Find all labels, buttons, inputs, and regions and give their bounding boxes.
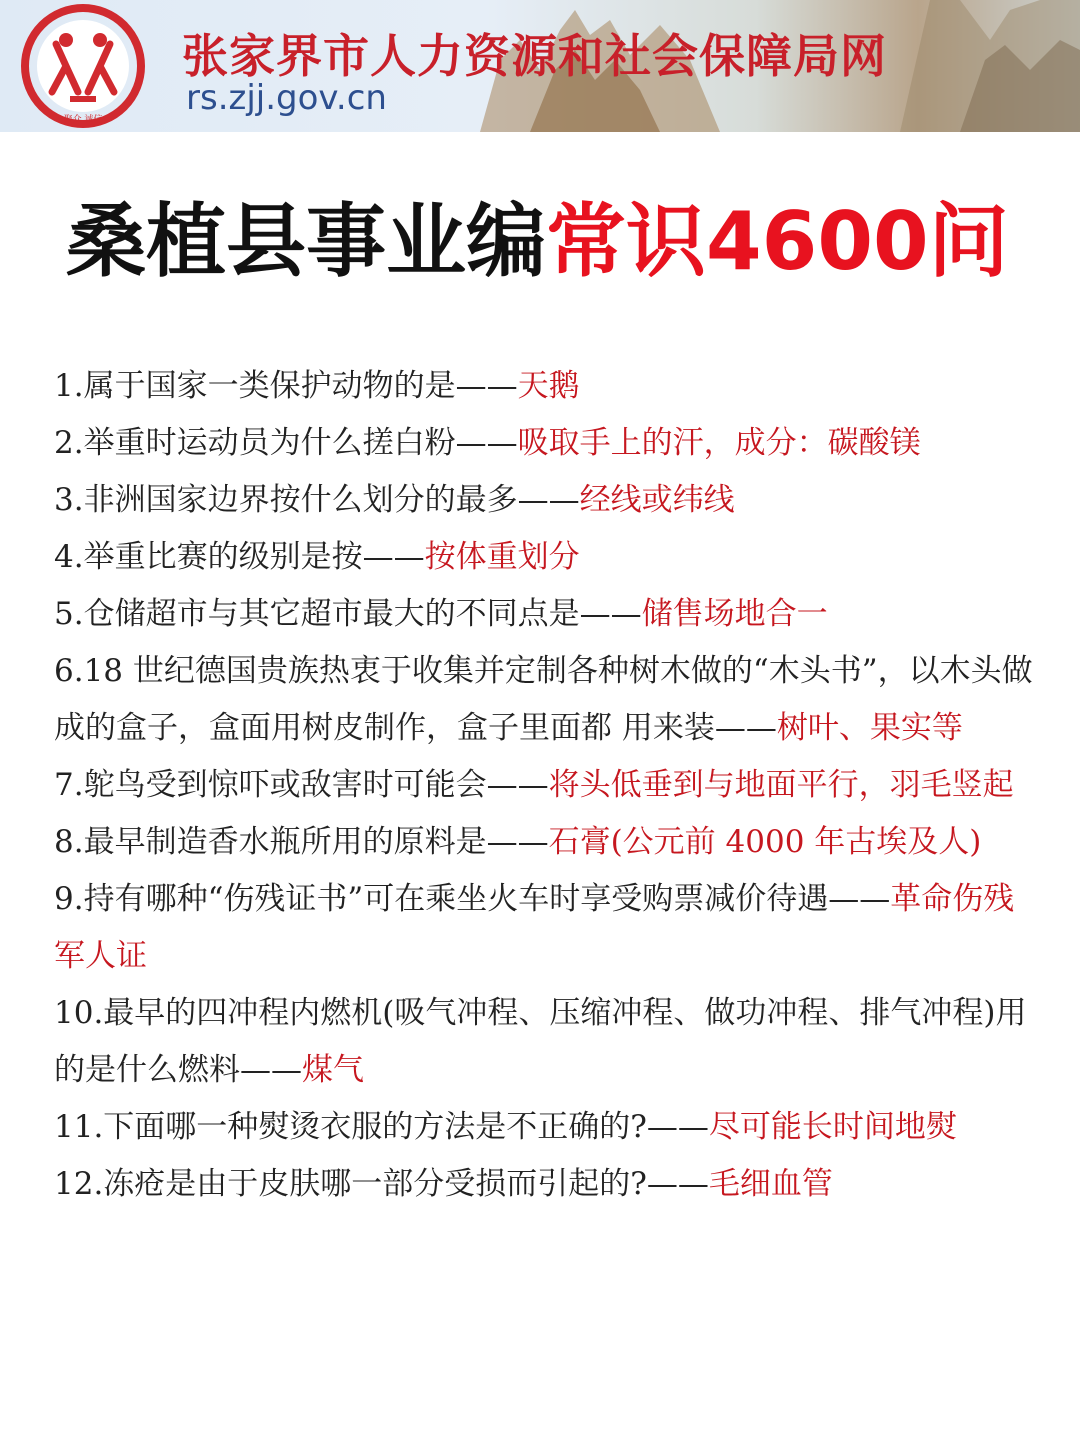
question-text: 6.18 世纪德国贵族热衷于收集并定制各种树木做的“木头书”，以木头做成的盒子，盒面用树皮制作，盒子里面都 用来装—— <box>54 653 1033 746</box>
site-name: 张家界市人力资源和社会保障局网 <box>182 29 887 83</box>
site-banner <box>0 0 1080 132</box>
list-item <box>54 871 1044 985</box>
answer-text: 煤气 <box>302 1052 364 1088</box>
question-text: 10.最早的四冲程内燃机(吸气冲程、压缩冲程、做功冲程、排气冲程)用的是什么燃料—— <box>54 995 1027 1088</box>
list-item <box>54 985 1044 1099</box>
answer-text: 革命伤残军人证 <box>54 881 1015 974</box>
answer-text: 储售场地合一 <box>641 596 828 632</box>
question-text: 9.持有哪种“伤残证书”可在乘坐火车时享受购票减价待遇—— <box>54 881 891 917</box>
question-text: 3.非洲国家边界按什么划分的最多—— <box>54 482 580 518</box>
question-text: 7.鸵鸟受到惊吓或敌害时可能会—— <box>54 767 549 803</box>
answer-text: 吸取手上的汗，成分：碳酸镁 <box>517 425 921 461</box>
answer-text: 将头低垂到与地面平行，羽毛竖起 <box>548 767 1014 803</box>
list-item <box>54 358 1044 415</box>
list-item <box>54 529 1044 586</box>
question-text: 8.最早制造香水瓶所用的原料是—— <box>54 824 549 860</box>
list-item <box>54 1099 1044 1156</box>
question-text: 12.冻疮是由于皮肤哪一部分受损而引起的?—— <box>54 1166 709 1202</box>
title-red-part: 常识4600问 <box>546 195 1009 288</box>
answer-text: 经线或纬线 <box>579 482 735 518</box>
bureau-logo <box>14 4 152 128</box>
site-url: rs.zjj.gov.cn <box>186 78 387 118</box>
qa-list <box>54 358 1044 1213</box>
list-item <box>54 1156 1044 1213</box>
title-black-part: 桑植县事业编 <box>66 195 546 288</box>
answer-text: 树叶、果实等 <box>776 710 963 746</box>
answer-text: 石膏(公元前 4000 年古埃及人) <box>548 824 982 860</box>
question-text: 5.仓储超市与其它超市最大的不同点是—— <box>54 596 642 632</box>
answer-text: 毛细血管 <box>708 1166 833 1202</box>
list-item <box>54 415 1044 472</box>
answer-text: 按体重划分 <box>424 539 580 575</box>
answer-text: 尽可能长时间地熨 <box>708 1109 957 1145</box>
question-text: 4.举重比赛的级别是按—— <box>54 539 425 575</box>
question-text: 2.举重时运动员为什么搓白粉—— <box>54 425 518 461</box>
page-title <box>66 196 1009 288</box>
list-item <box>54 757 1044 814</box>
question-text: 1.属于国家一类保护动物的是—— <box>54 368 518 404</box>
list-item <box>54 814 1044 871</box>
list-item <box>54 472 1044 529</box>
list-item <box>54 586 1044 643</box>
answer-text: 天鹅 <box>517 368 580 404</box>
question-text: 11.下面哪一种熨烫衣服的方法是不正确的?—— <box>54 1109 709 1145</box>
logo-text: 聚众 诚信 <box>63 115 103 125</box>
list-item <box>54 643 1044 757</box>
